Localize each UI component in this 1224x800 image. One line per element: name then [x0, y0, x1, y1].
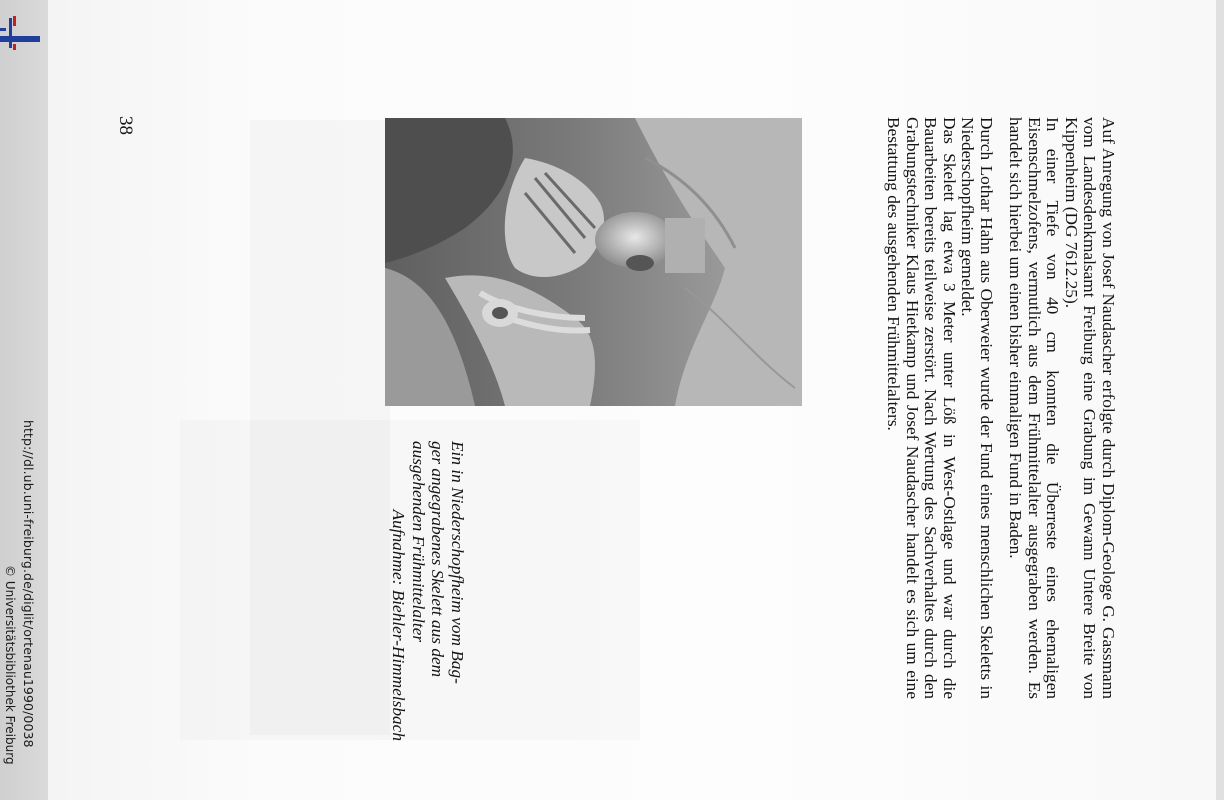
caption-line: ausgehenden Frühmittelalter: [409, 441, 428, 643]
photo-credit: Aufnahme: Biehler-Himmelsbach: [389, 509, 409, 741]
library-logo-icon: [0, 8, 40, 50]
viewer-sidebar: [0, 0, 48, 800]
copyright-notice: © Universitätsbibliothek Freiburg: [3, 565, 17, 765]
page-number: 38: [115, 116, 136, 135]
paragraph: Auf Anregung von Josef Naudascher erfolgte durch Diplom-Geologe G. Gassmann vom Landesdenkmalsamt Freiburg eine Grabung im Gewann Untere Breite von Kippenheim (DG 7612.25).: [1062, 117, 1118, 699]
paragraph: Das Skelett lag etwa 3 Meter unter Löß in West-Ostlage und war durch die Bauarbeiten bereits teilweise zerstört. Nach Wertung des Sachverhaltes durch den Grabungstechniker Klaus Hietkamp und Josef Naudascher handelt es sich um eine Bestattung des ausgehenden Frühmittelalters.: [884, 117, 959, 699]
source-url-link[interactable]: http://dl.ub.uni-freiburg.de/diglit/ortenau1990/0038: [21, 420, 36, 748]
caption-line: ger angegrabenes Skelett aus dem: [428, 441, 448, 678]
paragraph: In einer Tiefe von 40 cm konnten die Überreste eines ehemaligen Eisenschmelzofens, vermutlich aus dem Frühmittelalter ausgegraben werden. Es handelt sich hierbei um einen bisher einmaligen Fund in Baden.: [1006, 117, 1063, 699]
page-edge: [1216, 0, 1224, 800]
caption-line: Ein in Niederschopfheim vom Bag-: [448, 441, 467, 684]
skeleton-photograph: [385, 118, 802, 406]
paragraph: Durch Lothar Hahn aus Oberweier wurde der Fund eines menschlichen Skeletts in Niederschopfheim gemeldet.: [958, 117, 996, 699]
photo-caption: [389, 441, 467, 741]
excavation-photo-icon: [385, 118, 802, 406]
body-text: [884, 117, 1117, 699]
